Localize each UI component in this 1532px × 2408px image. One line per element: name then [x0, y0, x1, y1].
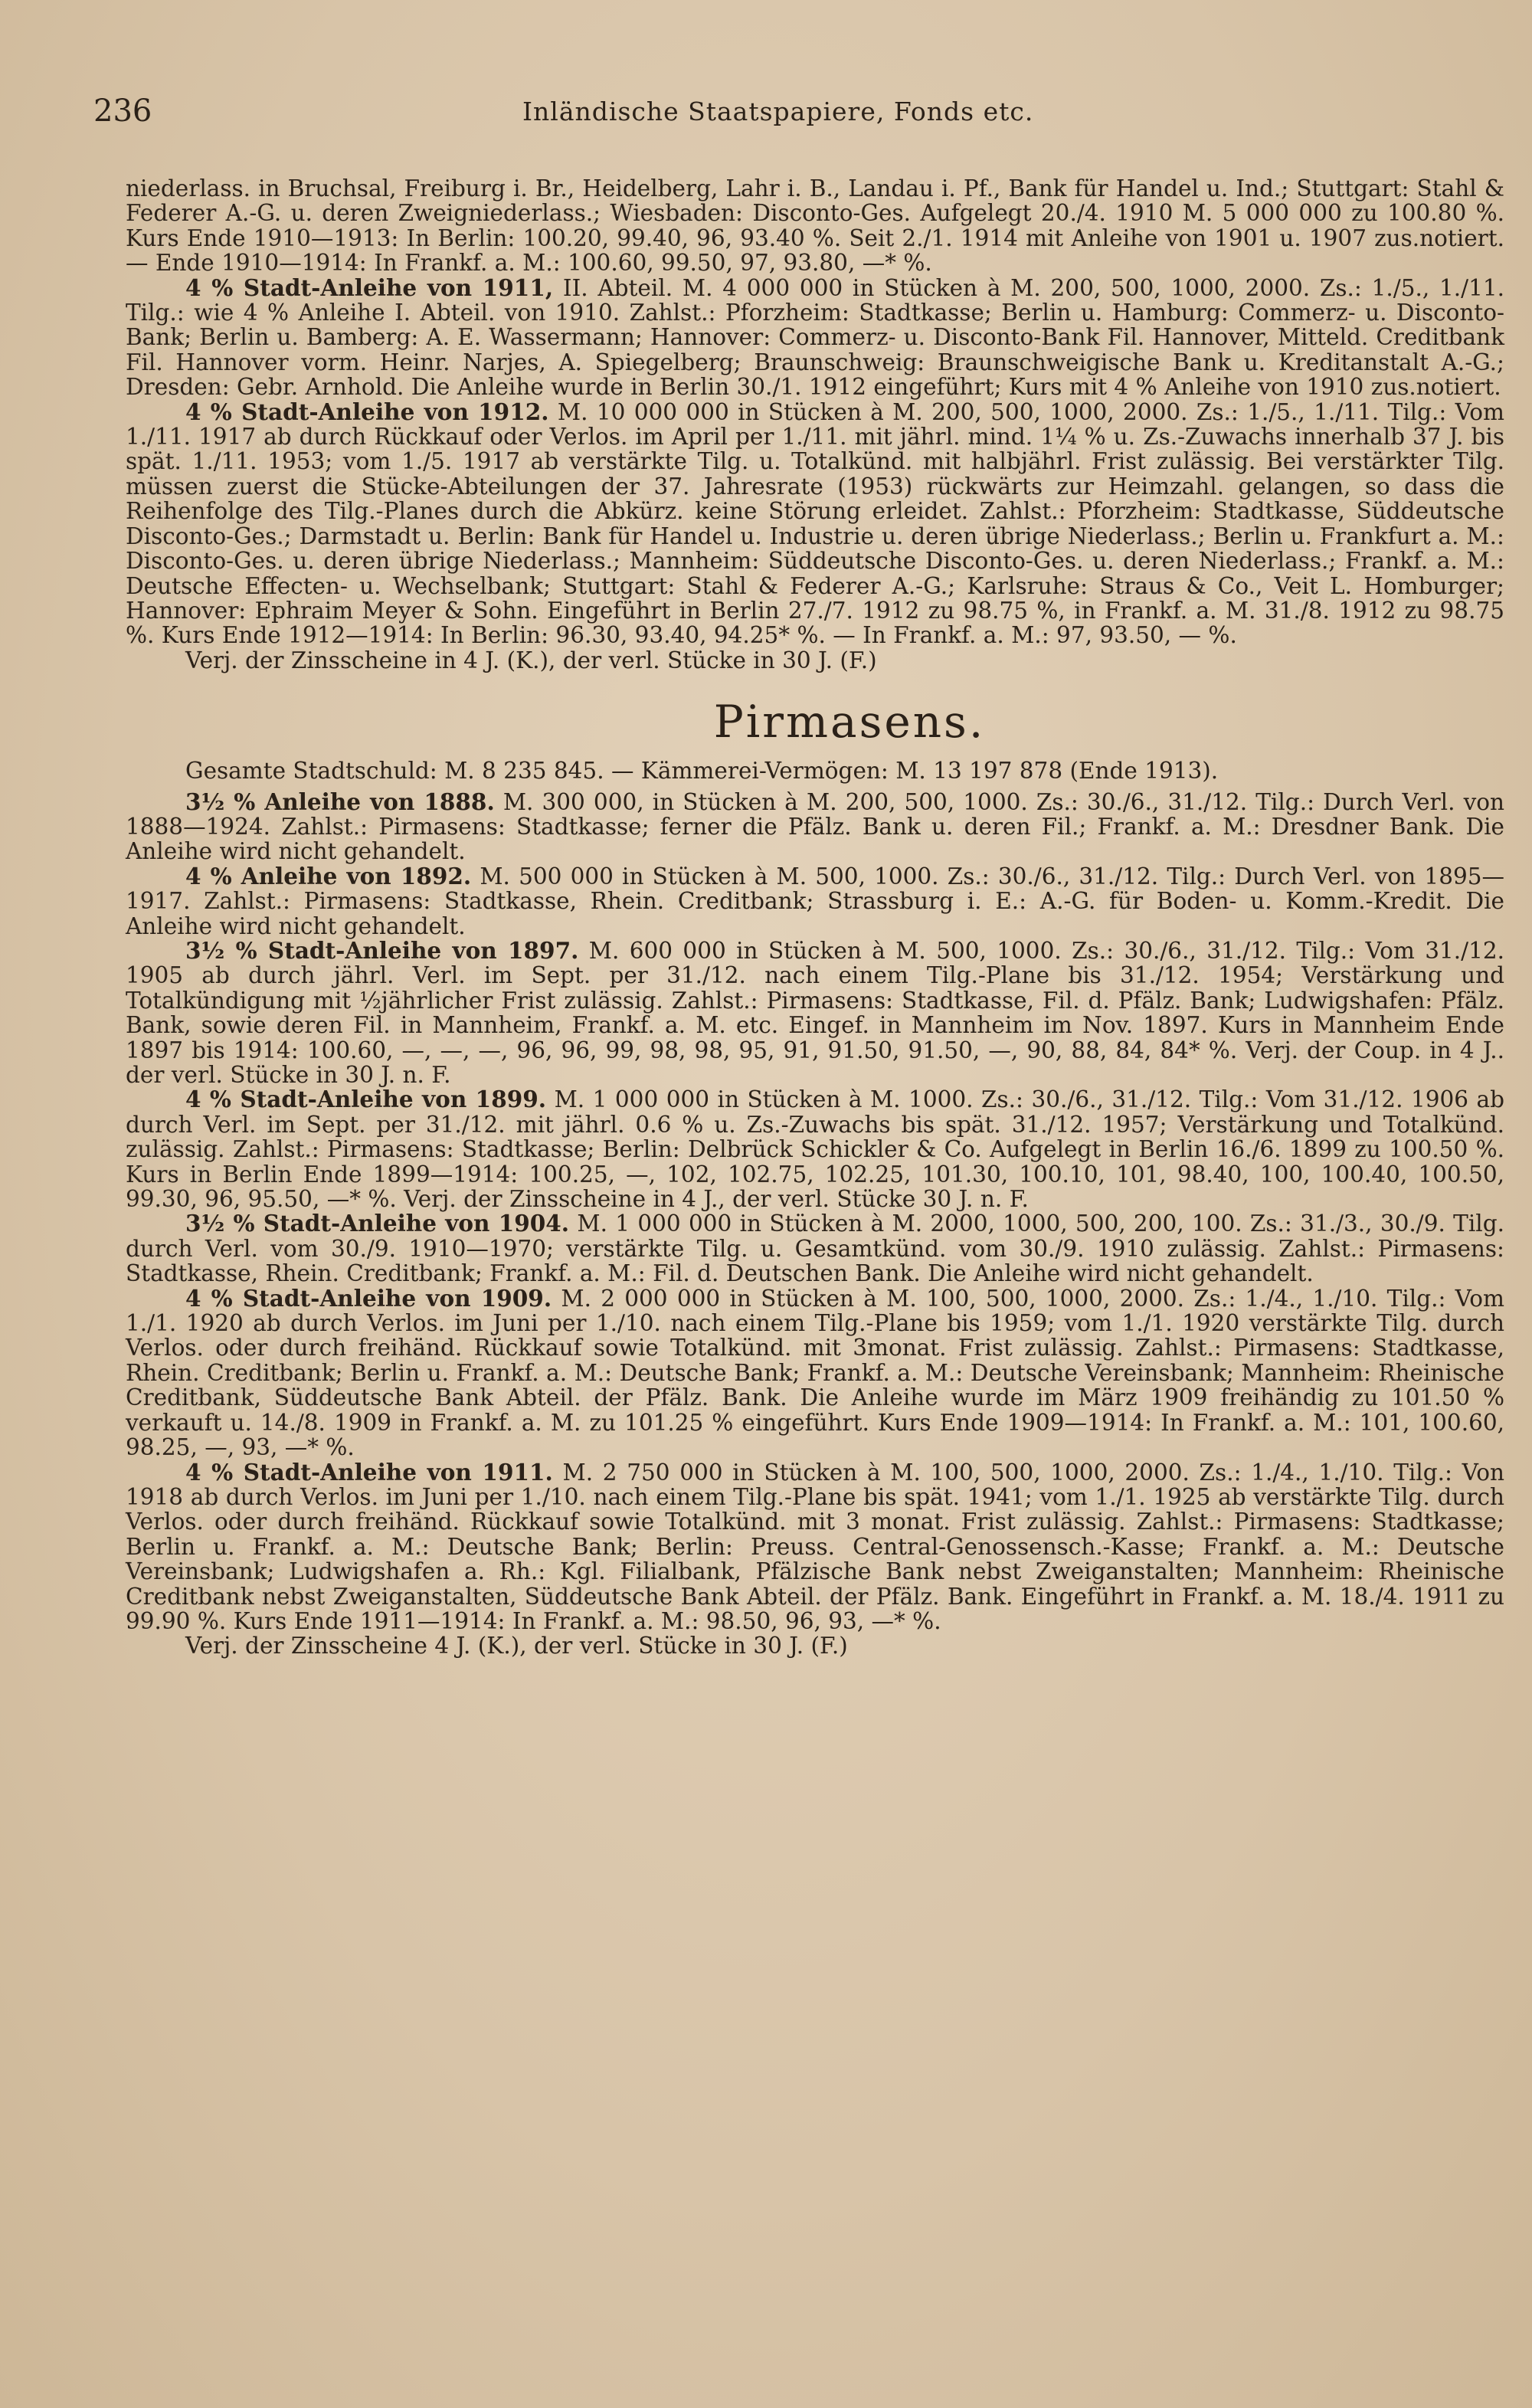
loan-text: M. 500 000 in Stücken à M. 500, 1000. Zs.: 30./6., 31./12. Tilg.: Durch Verl. von 1895—1917. Zahlst.: Pirmasens: Stadtkasse, Rhein. Creditbank; Strassburg i. E.: A.-G. für Boden- u. Komm.-Kredit. Die Anleihe wird nicht gehandelt. — [126, 863, 1504, 939]
loan-text: M. 10 000 000 in Stücken à M. 200, 500, 1000, 2000. Zs.: 1./5., 1./11. Tilg.: Vom 1./11. 1917 ab durch Rückkauf oder Verlos. im April per 1./11. mit jährl. mind. 1¼ % u. Zs.-Zuwachs innerhalb 37 J. bis spät. 1./11. 1953; vom 1./5. 1917 ab verstärkte Tilg. u. Totalkünd. mit halbjährl. Frist zulässig. Bei verstärkter Tilg. müssen zuerst die Stücke-Abteilungen der 37. Jahresrate (1953) rückwärts zur Heimzahl. gelangen, so dass die Reihenfolge des Tilg.-Planes durch die Abkürz. keine Störung erleidet. Zahlst.: Pforzheim: Stadtkasse, Süddeutsche Disconto-Ges.; Darmstadt u. Berlin: Bank für Handel u. Industrie u. deren übrige Niederlass.; Berlin u. Frankfurt a. M.: Disconto-Ges. u. deren übrige Niederlass.; Mannheim: Süddeutsche Disconto-Ges. u. deren Niederlass.; Frankf. a. M.: Deutsche Effecten- u. Wechselbank; Stuttgart: Stahl & Federer A.-G.; Karlsruhe: Straus & Co., Veit L. Homburger; Hannover: Ephraim Meyer & Sohn. Eingeführt in Berlin 27./7. 1912 zu 98.75 %, in Frankf. a. M. 31./8. 1912 zu 98.75 %. Kurs Ende 1912—1914: In Berlin: 96.30, 93.40, 94.25* %. — In Frankf. a. M.: 97, 93.50, — %. — [126, 398, 1504, 649]
page-content — [126, 176, 1504, 1659]
page-number: 236 — [93, 93, 152, 129]
prescription-note: Verj. der Zinsscheine in 4 J. (K.), der verl. Stücke in 30 J. (F.) — [185, 647, 877, 673]
page-header — [93, 93, 1495, 147]
loan-entry — [126, 790, 1504, 864]
prescription-note: Verj. der Zinsscheine 4 J. (K.), der verl. Stücke in 30 J. (F.) — [185, 1633, 848, 1659]
loan-text: M. 300 000, in Stücken à M. 200, 500, 1000. Zs.: 30./6., 31./12. Tilg.: Durch Verl. von 1888—1924. Zahlst.: Pirmasens: Stadtkasse; ferner die Pfälz. Bank u. deren Fil.; Frankf. a. M.: Dresdner Bank. Die Anleihe wird nicht gehandelt. — [126, 788, 1505, 865]
loan-title: 3½ % Stadt-Anleihe von 1904. — [185, 1210, 570, 1237]
loan-title: 4 % Stadt-Anleihe von 1899. — [185, 1086, 547, 1113]
city-summary: Gesamte Stadtschuld: M. 8 235 845. — Kämmerei-Vermögen: M. 13 197 878 (Ende 1913). — [185, 758, 1219, 785]
loan-title: 3½ % Stadt-Anleihe von 1897. — [185, 936, 579, 964]
city-heading: Pirmasens. — [713, 696, 986, 749]
loan-title: 4 % Stadt-Anleihe von 1909. — [185, 1284, 552, 1312]
loan-title: 4 % Stadt-Anleihe von 1911. — [185, 1458, 553, 1486]
loan-entry — [126, 1087, 1504, 1211]
loan-entry — [126, 276, 1504, 400]
loan-entry — [126, 936, 1504, 1088]
loan-title: 3½ % Anleihe von 1888. — [185, 788, 495, 815]
loan-entry — [126, 864, 1504, 939]
loan-entry — [126, 400, 1504, 648]
loan-entry — [126, 1211, 1504, 1286]
loan-title: 4 % Anleihe von 1892. — [185, 862, 472, 889]
loan-text: M. 2 000 000 in Stücken à M. 100, 500, 1000, 2000. Zs.: 1./4., 1./10. Tilg.: Vom 1./1. 1920 ab durch Verlos. im Juni per 1./10. nach einem Tilg.-Plane bis 1959; vom 1./1. 1920 verstärkte Tilg. durch Verlos. oder durch freihänd. Rückkauf sowie Totalkünd. mit 3monat. Frist zulässig. Zahlst.: Pirmasens: Stadtkasse, Rhein. Creditbank; Berlin u. Frankf. a. M.: Deutsche Bank; Frankf. a. M.: Deutsche Vereinsbank; Mannheim: Rheinische Creditbank, Süddeutsche Bank Abteil. der Pfälz. Bank. Die Anleihe wurde im März 1909 freihändig zu 101.50 % verkauft u. 14./8. 1909 in Frankf. a. M. zu 101.25 % eingeführt. Kurs Ende 1909—1914: In Frankf. a. M.: 101, 100.60, 98.25, —, 93, —* %. — [126, 1285, 1504, 1461]
continued-paragraph: niederlass. in Bruchsal, Freiburg i. Br., Heidelberg, Lahr i. B., Landau i. Pf., Bank für Handel u. Ind.; Stuttgart: Stahl & Federer A.-G. u. deren Zweigniederlass.; Wiesbaden: Disconto-Ges. Aufgelegt 20./4. 1910 M. 5 000 000 zu 100.80 %. Kurs Ende 1910—1913: In Berlin: 100.20, 99.40, 96, 93.40 %. Seit 2./1. 1914 mit Anleihe von 1901 u. 1907 zus.notiert. — Ende 1910—1914: In Frankf. a. M.: 100.60, 99.50, 97, 93.80, —* %. — [126, 175, 1504, 277]
loan-text: M. 600 000 in Stücken à M. 500, 1000. Zs.: 30./6., 31./12. Tilg.: Vom 31./12. 1905 ab durch jährl. Verl. im Sept. per 31./12. nach einem Tilg.-Plane bis 31./12. 1954; Verstärkung und Totalkündigung mit ½jährlicher Frist zulässig. Zahlst.: Pirmasens: Stadtkasse, Fil. d. Pfälz. Bank; Ludwigshafen: Pfälz. Bank, sowie deren Fil. in Mannheim, Frankf. a. M. etc. Eingef. in Mannheim im Nov. 1897. Kurs in Mannheim Ende 1897 bis 1914: 100.60, —, —, —, 96, 96, 99, 98, 98, 95, 91, 91.50, 91.50, —, 90, 88, 84, 84* %. Verj. der Coup. in 4 J.. der verl. Stücke in 30 J. n. F. — [126, 937, 1504, 1088]
loan-entry — [126, 1460, 1504, 1634]
running-title: Inländische Staatspapiere, Fonds etc. — [522, 97, 1034, 126]
loan-entry — [126, 1286, 1504, 1460]
loan-text: II. Abteil. M. 4 000 000 in Stücken à M. 200, 500, 1000, 2000. Zs.: 1./5., 1./11. Tilg.: wie 4 % Anleihe I. Abteil. von 1910. Zahlst.: Pforzheim: Stadtkasse; Berlin u. Hamburg: Commerz- u. Disconto-Bank; Berlin u. Bamberg: A. E. Wassermann; Hannover: Commerz- u. Disconto-Bank Fil. Hannover, Mitteld. Creditbank Fil. Hannover vorm. Heinr. Narjes, A. Spiegelberg; Braunschweig: Braunschweigische Bank u. Kreditanstalt A.-G.; Dresden: Gebr. Arnhold. Die Anleihe wurde in Berlin 30./1. 1912 eingeführt; Kurs mit 4 % Anleihe von 1910 zus.notiert. — [126, 274, 1504, 401]
loan-text: M. 1 000 000 in Stücken à M. 2000, 1000, 500, 200, 100. Zs.: 31./3., 30./9. Tilg. durch Verl. vom 30./9. 1910—1970; verstärkte Tilg. u. Gesamtkünd. vom 30./9. 1910 zulässig. Zahlst.: Pirmasens: Stadtkasse, Rhein. Creditbank; Frankf. a. M.: Fil. d. Deutschen Bank. Die Anleihe wird nicht gehandelt. — [126, 1211, 1504, 1287]
loan-text: M. 2 750 000 in Stücken à M. 100, 500, 1000, 2000. Zs.: 1./4., 1./10. Tilg.: Von 1918 ab durch Verlos. im Juni per 1./10. nach einem Tilg.-Plane bis spät. 1941; vom 1./1. 1925 ab verstärkte Tilg. durch Verlos. oder durch freihänd. Rückkauf sowie Totalkünd. mit 3 monat. Frist zulässig. Zahlst.: Pirmasens: Stadtkasse; Berlin u. Frankf. a. M.: Deutsche Bank; Berlin: Preuss. Central-Genossensch.-Kasse; Frankf. a. M.: Deutsche Vereinsbank; Ludwigshafen a. Rh.: Kgl. Filialbank, Pfälzische Bank nebst Zweiganstalten; Mannheim: Rheinische Creditbank nebst Zweiganstalten, Süddeutsche Bank Abteil. der Pfälz. Bank. Eingeführt in Frankf. a. M. 18./4. 1911 zu 99.90 %. Kurs Ende 1911—1914: In Frankf. a. M.: 98.50, 96, 93, —* %. — [126, 1459, 1504, 1634]
loan-title: 4 % Stadt-Anleihe von 1911, — [185, 274, 554, 301]
loan-text: M. 1 000 000 in Stücken à M. 1000. Zs.: 30./6., 31./12. Tilg.: Vom 31./12. 1906 ab durch Verl. im Sept. per 31./12. mit jährl. 0.6 % u. Zs.-Zuwachs bis spät. 31./12. 1957; Verstärkung und Totalkünd. zulässig. Zahlst.: Pirmasens: Stadtkasse; Berlin: Delbrück Schickler & Co. Aufgelegt in Berlin 16./6. 1899 zu 100.50 %. Kurs in Berlin Ende 1899—1914: 100.25, —, 102, 102.75, 102.25, 101.30, 100.10, 101, 98.40, 100, 100.40, 100.50, 99.30, 96, 95.50, —* %. Verj. der Zinsscheine in 4 J., der verl. Stücke 30 J. n. F. — [126, 1086, 1505, 1213]
loan-title: 4 % Stadt-Anleihe von 1912. — [185, 398, 549, 425]
